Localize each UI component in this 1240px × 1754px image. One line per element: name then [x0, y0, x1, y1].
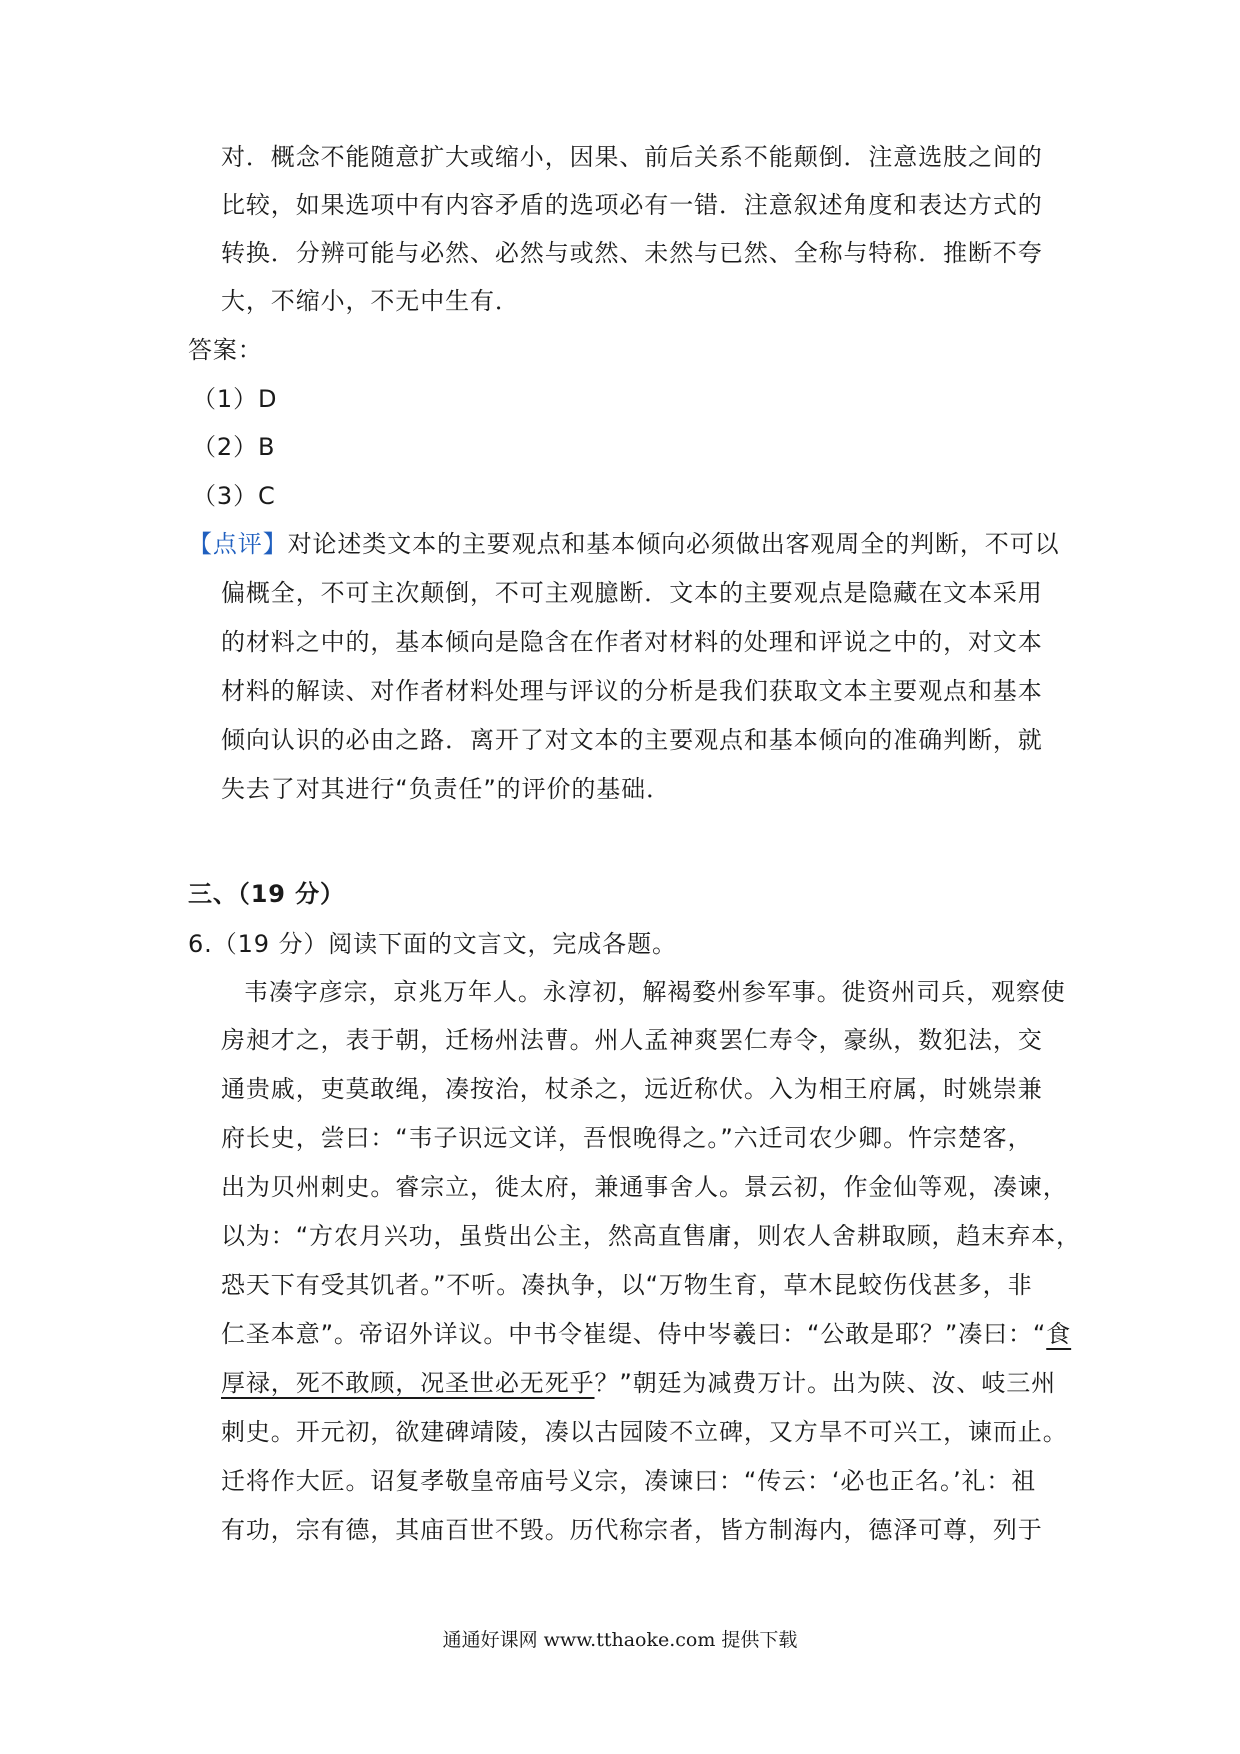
underlined-sentence-start: 食	[1046, 1320, 1072, 1348]
passage-line	[221, 1366, 1056, 1400]
question-stem: 6.（19 分）阅读下面的文言文，完成各题。	[188, 930, 677, 958]
comment-tag: 【点评】	[188, 530, 288, 558]
answer-item-3: （3）C	[192, 482, 276, 510]
answer-item-1: （1）D	[192, 385, 278, 413]
passage-line: 恐天下有受其饥者。”不听。凑执争，以“万物生育，草木昆蛟伤伐甚多，非	[221, 1271, 1033, 1299]
underlined-sentence: 厚禄，死不敢顾，况圣世必无死乎	[221, 1369, 595, 1397]
passage-line	[221, 1317, 1071, 1351]
passage-text: 仁圣本意”。帝诏外详议。中书令崔缇、侍中岑羲曰：“公敢是耶？”凑曰：“	[221, 1320, 1047, 1348]
passage-line: 以为：“方农月兴功，虽赀出公主，然高直售庸，则农人舍耕取顾，趋末弃本，	[221, 1222, 1081, 1250]
passage-line: 刺史。开元初，欲建碑靖陵，凑以古园陵不立碑，又方旱不可兴工，谏而止。	[221, 1418, 1068, 1446]
passage-line: 府长史，尝曰：“韦子识远文详，吾恨晚得之。”六迁司农少卿。忤宗楚客，	[221, 1124, 1033, 1152]
passage-line: 通贵戚，吏莫敢绳，凑按治，杖杀之，远近称伏。入为相王府属，时姚崇兼	[221, 1075, 1043, 1103]
analysis-line: 转换．分辨可能与必然、必然与或然、未然与已然、全称与特称．推断不夸	[221, 239, 1043, 267]
comment-line: 失去了对其进行“负责任”的评价的基础．	[221, 775, 671, 803]
comment-text: 对论述类文本的主要观点和基本倾向必须做出客观周全的判断，不可以	[287, 530, 1060, 558]
analysis-line: 对．概念不能随意扩大或缩小，因果、前后关系不能颠倒．注意选肢之间的	[221, 143, 1043, 171]
passage-text: ？”朝廷为减费万计。出为陕、汝、岐三州	[594, 1369, 1057, 1397]
comment-line: 倾向认识的必由之路．离开了对文本的主要观点和基本倾向的准确判断，就	[221, 726, 1043, 754]
passage-line: 韦凑字彦宗，京兆万年人。永淳初，解褐婺州参军事。徙资州司兵，观察使	[244, 978, 1066, 1006]
answer-label: 答案：	[188, 336, 263, 364]
passage-line: 有功，宗有德，其庙百世不毁。历代称宗者，皆方制海内，德泽可尊，列于	[221, 1516, 1043, 1544]
passage-line: 迁将作大匠。诏复孝敬皇帝庙号义宗，凑谏曰：“传云：‘必也正名。’礼：祖	[221, 1467, 1037, 1495]
page-footer: 通通好课网 www.tthaoke.com 提供下载	[442, 1629, 798, 1651]
passage-line: 房昶才之，表于朝，迁杨州法曹。州人孟神爽罢仁寿令，豪纵，数犯法，交	[221, 1026, 1043, 1054]
comment-line: 的材料之中的，基本倾向是隐含在作者对材料的处理和评说之中的，对文本	[221, 628, 1043, 656]
comment-line: 材料的解读、对作者材料处理与评议的分析是我们获取文本主要观点和基本	[221, 677, 1043, 705]
answer-item-2: （2）B	[192, 433, 276, 461]
analysis-line: 比较，如果选项中有内容矛盾的选项必有一错．注意叙述角度和表达方式的	[221, 191, 1043, 219]
comment-first-line	[188, 527, 1060, 561]
comment-line: 偏概全，不可主次颠倒，不可主观臆断．文本的主要观点是隐藏在文本采用	[221, 579, 1043, 607]
analysis-line: 大，不缩小，不无中生有．	[221, 287, 520, 315]
passage-line: 出为贝州刺史。睿宗立，徙太府，兼通事舍人。景云初，作金仙等观，凑谏，	[221, 1173, 1068, 1201]
section-title: 三、（19 分）	[188, 880, 345, 908]
